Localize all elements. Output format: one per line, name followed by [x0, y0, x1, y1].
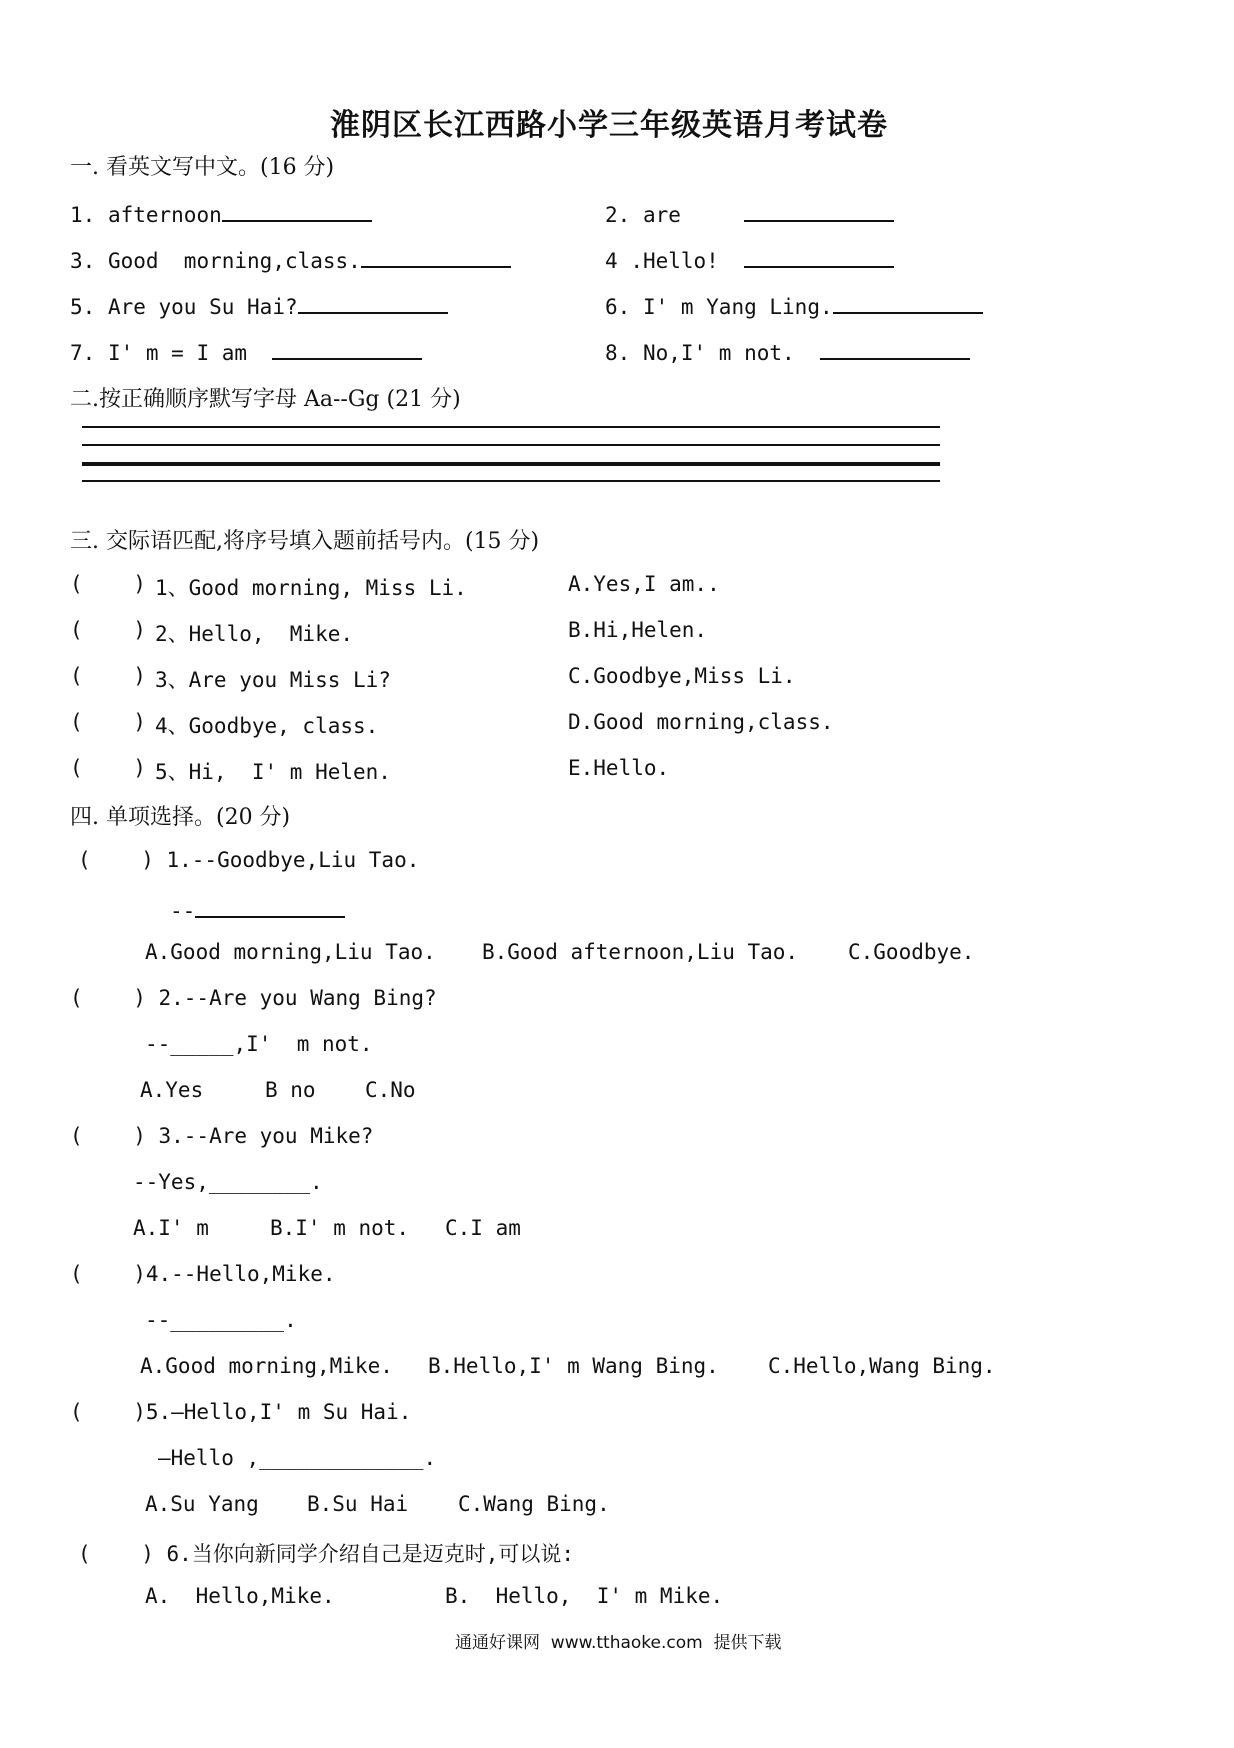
- q2-stem: ( ) 2.--Are you Wang Bing?: [70, 986, 437, 1010]
- section3-heading: 三. 交际语匹配,将序号填入题前括号内。(15 分): [70, 529, 540, 554]
- answer-blank[interactable]: [298, 290, 448, 314]
- answer-blank[interactable]: [744, 244, 894, 268]
- q4-option-a: A.Good morning,Mike.: [140, 1354, 393, 1378]
- q6-stem: ( ) 6.当你向新同学介绍自己是迈克时,可以说:: [78, 1542, 575, 1566]
- q2-reply: --_____,I' m not.: [145, 1032, 373, 1056]
- s3-question-5: 5、Hi, I' m Helen.: [155, 760, 391, 784]
- s3-bracket-5[interactable]: ( ): [70, 756, 146, 780]
- q2-option-a: A.Yes: [140, 1078, 204, 1102]
- answer-blank[interactable]: [222, 198, 372, 222]
- q3-reply: --Yes,________.: [133, 1170, 323, 1194]
- writing-line: [82, 444, 940, 446]
- q4-reply: --_________.: [145, 1308, 297, 1332]
- writing-baseline: [82, 462, 940, 466]
- q5-stem: ( )5.—Hello,I' m Su Hai.: [70, 1400, 412, 1424]
- s3-bracket-4[interactable]: ( ): [70, 710, 146, 734]
- s3-question-4: 4、Goodbye, class.: [155, 714, 379, 738]
- q3-option-b: B.I' m not.: [270, 1216, 410, 1240]
- answer-blank[interactable]: [361, 244, 511, 268]
- page-title: 淮阴区长江西路小学三年级英语月考试卷: [330, 108, 888, 143]
- section1-heading: 一. 看英文写中文。(16 分): [70, 155, 335, 180]
- writing-line: [82, 480, 940, 482]
- q1-option-b: B.Good afternoon,Liu Tao.: [482, 940, 799, 964]
- q3-stem: ( ) 3.--Are you Mike?: [70, 1124, 374, 1148]
- s1-item-8: 8. No,I' m not.: [605, 336, 970, 365]
- q4-stem: ( )4.--Hello,Mike.: [70, 1262, 336, 1286]
- s3-bracket-3[interactable]: ( ): [70, 664, 146, 688]
- section2-heading: 二.按正确顺序默写字母 Aa--Gg (21 分): [70, 387, 461, 412]
- s1-item-3: 3. Good morning,class.: [70, 244, 511, 273]
- q2-option-c: C.No: [365, 1078, 416, 1102]
- s1-item-4: 4 .Hello!: [605, 244, 894, 273]
- s3-question-1: 1、Good morning, Miss Li.: [155, 576, 467, 600]
- s3-question-3: 3、Are you Miss Li?: [155, 668, 391, 692]
- s3-answer-d: D.Good morning,class.: [568, 710, 834, 734]
- q5-option-a: A.Su Yang: [145, 1492, 259, 1516]
- s1-item-6: 6. I' m Yang Ling.: [605, 290, 983, 319]
- answer-blank[interactable]: [820, 336, 970, 360]
- answer-blank[interactable]: [833, 290, 983, 314]
- footer-credit: 通通好课网 www.tthaoke.com 提供下载: [455, 1633, 782, 1653]
- q1-reply: --: [170, 894, 345, 923]
- s1-item-7: 7. I' m = I am: [70, 336, 422, 365]
- answer-blank[interactable]: [272, 336, 422, 360]
- q3-option-a: A.I' m: [133, 1216, 209, 1240]
- section4-heading: 四. 单项选择。(20 分): [70, 805, 291, 830]
- q5-option-c: C.Wang Bing.: [458, 1492, 610, 1516]
- q1-stem: ( ) 1.--Goodbye,Liu Tao.: [78, 848, 420, 872]
- q4-option-b: B.Hello,I' m Wang Bing.: [428, 1354, 719, 1378]
- q3-option-c: C.I am: [445, 1216, 521, 1240]
- s3-bracket-1[interactable]: ( ): [70, 572, 146, 596]
- s1-item-2: 2. are: [605, 198, 894, 227]
- q1-option-c: C.Goodbye.: [848, 940, 975, 964]
- q4-option-c: C.Hello,Wang Bing.: [768, 1354, 996, 1378]
- q5-reply: —Hello ,_____________.: [158, 1446, 437, 1470]
- s3-bracket-2[interactable]: ( ): [70, 618, 146, 642]
- q6-option-b: B. Hello, I' m Mike.: [445, 1584, 724, 1608]
- s3-answer-e: E.Hello.: [568, 756, 670, 780]
- answer-blank[interactable]: [195, 894, 345, 918]
- s3-answer-b: B.Hi,Helen.: [568, 618, 708, 642]
- s3-question-2: 2、Hello, Mike.: [155, 622, 354, 646]
- q6-option-a: A. Hello,Mike.: [145, 1584, 335, 1608]
- s3-answer-a: A.Yes,I am..: [568, 572, 720, 596]
- answer-blank[interactable]: [744, 198, 894, 222]
- writing-line: [82, 426, 940, 428]
- s1-item-5: 5. Are you Su Hai?: [70, 290, 448, 319]
- q1-option-a: A.Good morning,Liu Tao.: [145, 940, 436, 964]
- s1-item-1: 1. afternoon: [70, 198, 372, 227]
- q2-option-b: B no: [265, 1078, 316, 1102]
- s3-answer-c: C.Goodbye,Miss Li.: [568, 664, 796, 688]
- q5-option-b: B.Su Hai: [307, 1492, 409, 1516]
